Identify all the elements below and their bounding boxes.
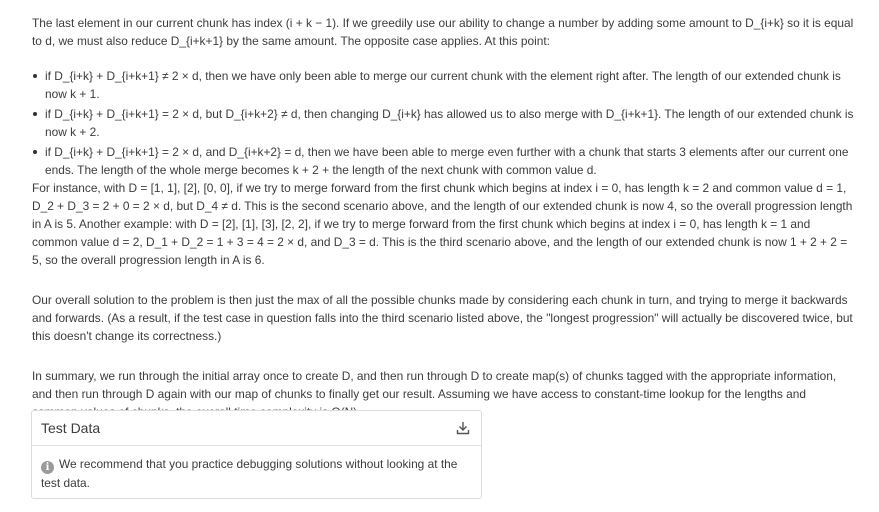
test-data-body	[32, 446, 481, 492]
test-data-header	[32, 411, 481, 446]
scenario-list	[32, 67, 854, 179]
list-item: if D_{i+k} + D_{i+k+1} ≠ 2 × d, then we have only been able to merge our current chunk with the element right after. The length of our extended chunk is now k + 1.	[32, 67, 854, 103]
analysis-content	[32, 14, 854, 421]
intro-paragraph: The last element in our current chunk has index (i + k − 1). If we greedily use our ability to change a number by adding some amount to D_{i+k} so it is equal to d, we must also reduce D_{i+k+1} by the same amount. The opposite case applies. At this point:	[32, 16, 854, 48]
test-data-card	[31, 410, 482, 499]
info-icon: i	[41, 461, 54, 474]
example-paragraph: For instance, with D = [1, 1], [2], [0, 0], if we try to merge forward from the first chunk which begins at index i = 0, has length k = 2 and common value d = 1, D_2 + D_3 = 2 + 0 = 2 × d, but D_4 ≠ d. This is the second scenario above, and the length of our extended chunk is now 4, so the overall progression length in A is 5. Another example: with D = [2], [1], [3], [2, 2], if we try to merge forward from the first chunk which begins at index i = 0, has length k = 1 and common value d = 2, D_1 + D_2 = 1 + 3 = 4 = 2 × d, and D_3 = d. This is the third scenario above, and the length of our extended chunk is now 1 + 2 + 2 = 5, so the overall progression length in A is 6.	[32, 181, 853, 267]
overall-paragraph: Our overall solution to the problem is then just the max of all the possible chunks made by considering each chunk in turn, and trying to merge it backwards and forwards. (As a result, if the test case in question falls into the third scenario listed above, the "longest progression" will actually be discovered twice, but this doesn't change its correctness.)	[32, 293, 853, 343]
test-data-title: Test Data	[41, 420, 101, 436]
summary-paragraph: In summary, we run through the initial array once to create D, and then run through D to create map(s) of chunks tagged with the appropriate information, and then run through D again with our map of chunks to finally get our result. Assuming we have access to constant-time lookup for the lengths and	[32, 369, 837, 401]
test-data-note: We recommend that you practice debugging solutions without looking at the test data.	[41, 457, 458, 490]
list-item: if D_{i+k} + D_{i+k+1} = 2 × d, but D_{i+k+2} ≠ d, then changing D_{i+k} has allowed us to also merge with D_{i+k+1}. The length of our extended chunk is now k + 2.	[32, 105, 854, 141]
list-item: if D_{i+k} + D_{i+k+1} = 2 × d, and D_{i+k+2} = d, then we have been able to merge even further with a chunk that starts 3 elements after our current one ends. The length of the whole merge becomes k + 2 + the length of the next chunk with common value d.	[32, 143, 854, 179]
download-icon[interactable]	[455, 420, 471, 436]
